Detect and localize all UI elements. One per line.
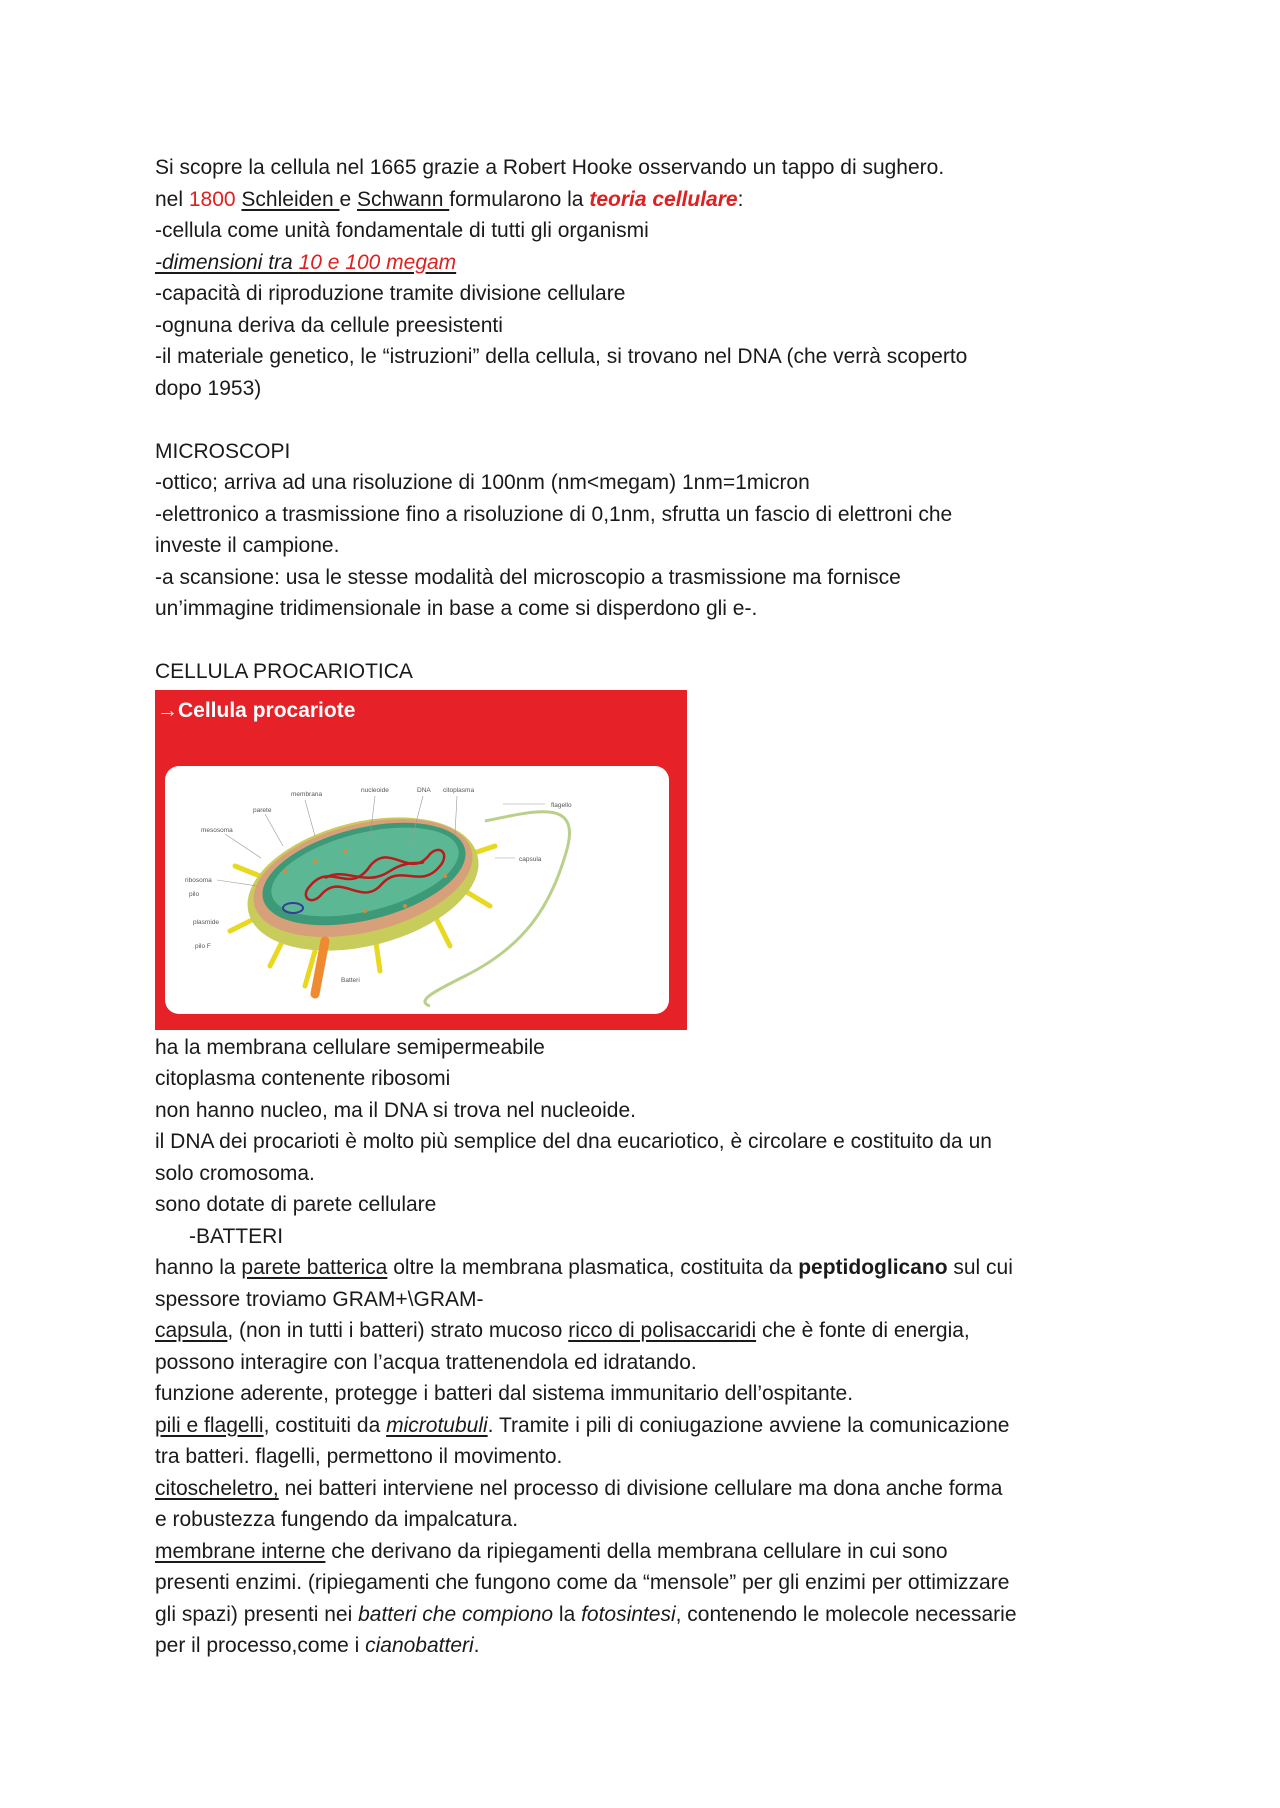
text-span: nel [155,187,189,211]
peptidoglycan-term: peptidoglicano [798,1256,948,1279]
document-page [155,152,1145,1662]
bacteria-membranes-cont-3 [155,1630,1145,1662]
prok-line-4-cont: solo cromosoma. [155,1161,315,1185]
bacteria-pili [155,1410,1145,1442]
label-dna: DNA [417,786,431,794]
text-span: e [339,187,358,211]
text-span: : [737,187,744,211]
text-span: hanno la [155,1256,242,1279]
pili-term: pili e flagelli [155,1413,264,1437]
label-batteri: Batteri [341,976,360,984]
intro-line-1: Si scopre la cellula nel 1665 grazie a Robert Hooke osservando un tappo di sughero. [155,156,945,179]
text-span: -dimensioni tra [155,250,299,274]
label-citoplasma: citoplasma [443,786,475,794]
prok-line-4: il DNA dei procarioti è molto più semplice del dna eucariotico, è circolare e costituito da un [155,1130,992,1153]
theory-item-3: -capacità di riproduzione tramite divisione cellulare [155,282,626,305]
bacteria-wall-cont: spessore troviamo GRAM+\GRAM- [155,1287,484,1311]
prokaryote-figure [155,690,687,1030]
bacteria-cytoskeleton [155,1473,1145,1505]
prokaryote-heading: CELLULA PROCARIOTICA [155,660,413,683]
figure-title: →Cellula procariote [157,698,356,722]
text-span: , (non in tutti i batteri) strato mucoso [227,1319,569,1342]
label-pilo-f: pilo F [195,942,211,950]
label-membrana: membrana [291,790,323,798]
microscope-scanning-cont: un’immagine tridimensionale in base a come si disperdono gli e-. [155,597,758,620]
cell-theory-term: teoria cellulare [589,187,738,211]
microscope-transmission-cont: investe il campione. [155,534,340,557]
microtubules-term: microtubuli [386,1413,488,1437]
label-mesosoma: mesosoma [201,826,233,834]
prok-line-2: citoplasma contenente ribosomi [155,1067,451,1090]
text-span: nei batteri interviene nel processo di divisione cellulare ma dona anche forma [278,1476,1003,1500]
schwann-name: Schwann [357,187,450,211]
text-span: . Tramite i pili di coniugazione avviene la comunicazione [487,1413,1010,1437]
schleiden-name: Schleiden [241,187,340,211]
text-span: gli spazi) presenti nei [155,1602,359,1626]
bacteria-capsule [155,1315,1145,1347]
photosynthetic-bacteria-term: batteri che compiono [358,1602,554,1626]
prok-line-3: non hanno nucleo, ma il DNA si trova nel nucleoide. [155,1098,636,1122]
label-pilo: pilo [189,890,200,898]
intro-line-2 [155,184,1145,216]
bacterium-diagram [165,766,669,1014]
text-span: che è fonte di energia, [756,1319,970,1342]
theory-item-1: -cellula come unità fondamentale di tutti gli organismi [155,219,649,242]
year-highlight: 1800 [188,187,236,211]
label-capsula: capsula [519,855,542,863]
bacterial-wall-term: parete batterica [241,1256,388,1279]
text-span: formularono la [449,187,590,211]
label-flagello: flagello [551,801,572,809]
bacteria-pili-cont: tra batteri. flagelli, permettono il movimento. [155,1445,563,1468]
bacteria-heading: -BATTERI [189,1224,284,1248]
theory-item-2 [155,247,1145,279]
photosynthesis-term: fotosintesi [581,1602,676,1626]
bacteria-capsule-cont: possono interagire con l’acqua trattenendola ed idratando. [155,1350,697,1374]
text-span: , contenendo le molecole necessarie [675,1602,1017,1626]
microscopes-heading: MICROSCOPI [155,439,291,463]
text-span: oltre la membrana plasmatica, costituita da [387,1256,799,1279]
internal-membranes-term: membrane interne [155,1539,326,1563]
figure-card [165,766,669,1014]
prok-line-1: ha la membrana cellulare semipermeabile [155,1035,545,1059]
cytoskeleton-term: citoscheletro, [155,1476,279,1500]
microscope-transmission: -elettronico a trasmissione fino a risoluzione di 0,1nm, sfrutta un fascio di elettroni che [155,502,953,526]
label-ribosoma: ribosoma [185,876,212,884]
capsule-term: capsula [155,1319,228,1342]
label-plasmide: plasmide [193,918,220,926]
microscope-optical: -ottico; arriva ad una risoluzione di 100nm (nm<megam) 1nm=1micron [155,471,810,494]
spacer [155,625,1145,657]
theory-item-5-cont: dopo 1953) [155,376,262,400]
microscope-scanning: -a scansione: usa le stesse modalità del microscopio a trasmissione ma fornisce [155,565,901,589]
cyanobacteria-term: cianobatteri [365,1634,474,1657]
text-span: per il processo,come i [155,1634,366,1657]
text-span: , costituiti da [263,1413,387,1437]
text-span: . [473,1634,480,1657]
bacteria-membranes-cont-1: presenti enzimi. (ripiegamenti che fungono come da “mensole” per gli enzimi per ottimizzare [155,1571,1010,1594]
text-span: sul cui [947,1256,1013,1279]
text-span: che derivano da ripiegamenti della membrana cellulare in cui sono [325,1539,948,1563]
bacteria-membranes-cont-2 [155,1599,1145,1631]
size-range: 10 e 100 megam [298,250,457,274]
bacteria-cytoskeleton-cont: e robustezza fungendo da impalcatura. [155,1508,519,1531]
prok-line-5: sono dotate di parete cellulare [155,1193,437,1216]
label-nucleoide: nucleoide [361,786,389,794]
theory-item-5: -il materiale genetico, le “istruzioni” della cellula, si trovano nel DNA (che verrà scoperto [155,345,968,368]
bacteria-wall [155,1252,1145,1284]
text-span: la [553,1602,582,1626]
bacteria-adherent: funzione aderente, protegge i batteri dal sistema immunitario dell’ospitante. [155,1382,854,1405]
polysaccharides-term: ricco di polisaccaridi [568,1319,757,1342]
theory-item-4: -ognuna deriva da cellule preesistenti [155,313,503,337]
label-parete: parete [253,806,272,814]
bacteria-membranes [155,1536,1145,1568]
spacer [155,404,1145,436]
